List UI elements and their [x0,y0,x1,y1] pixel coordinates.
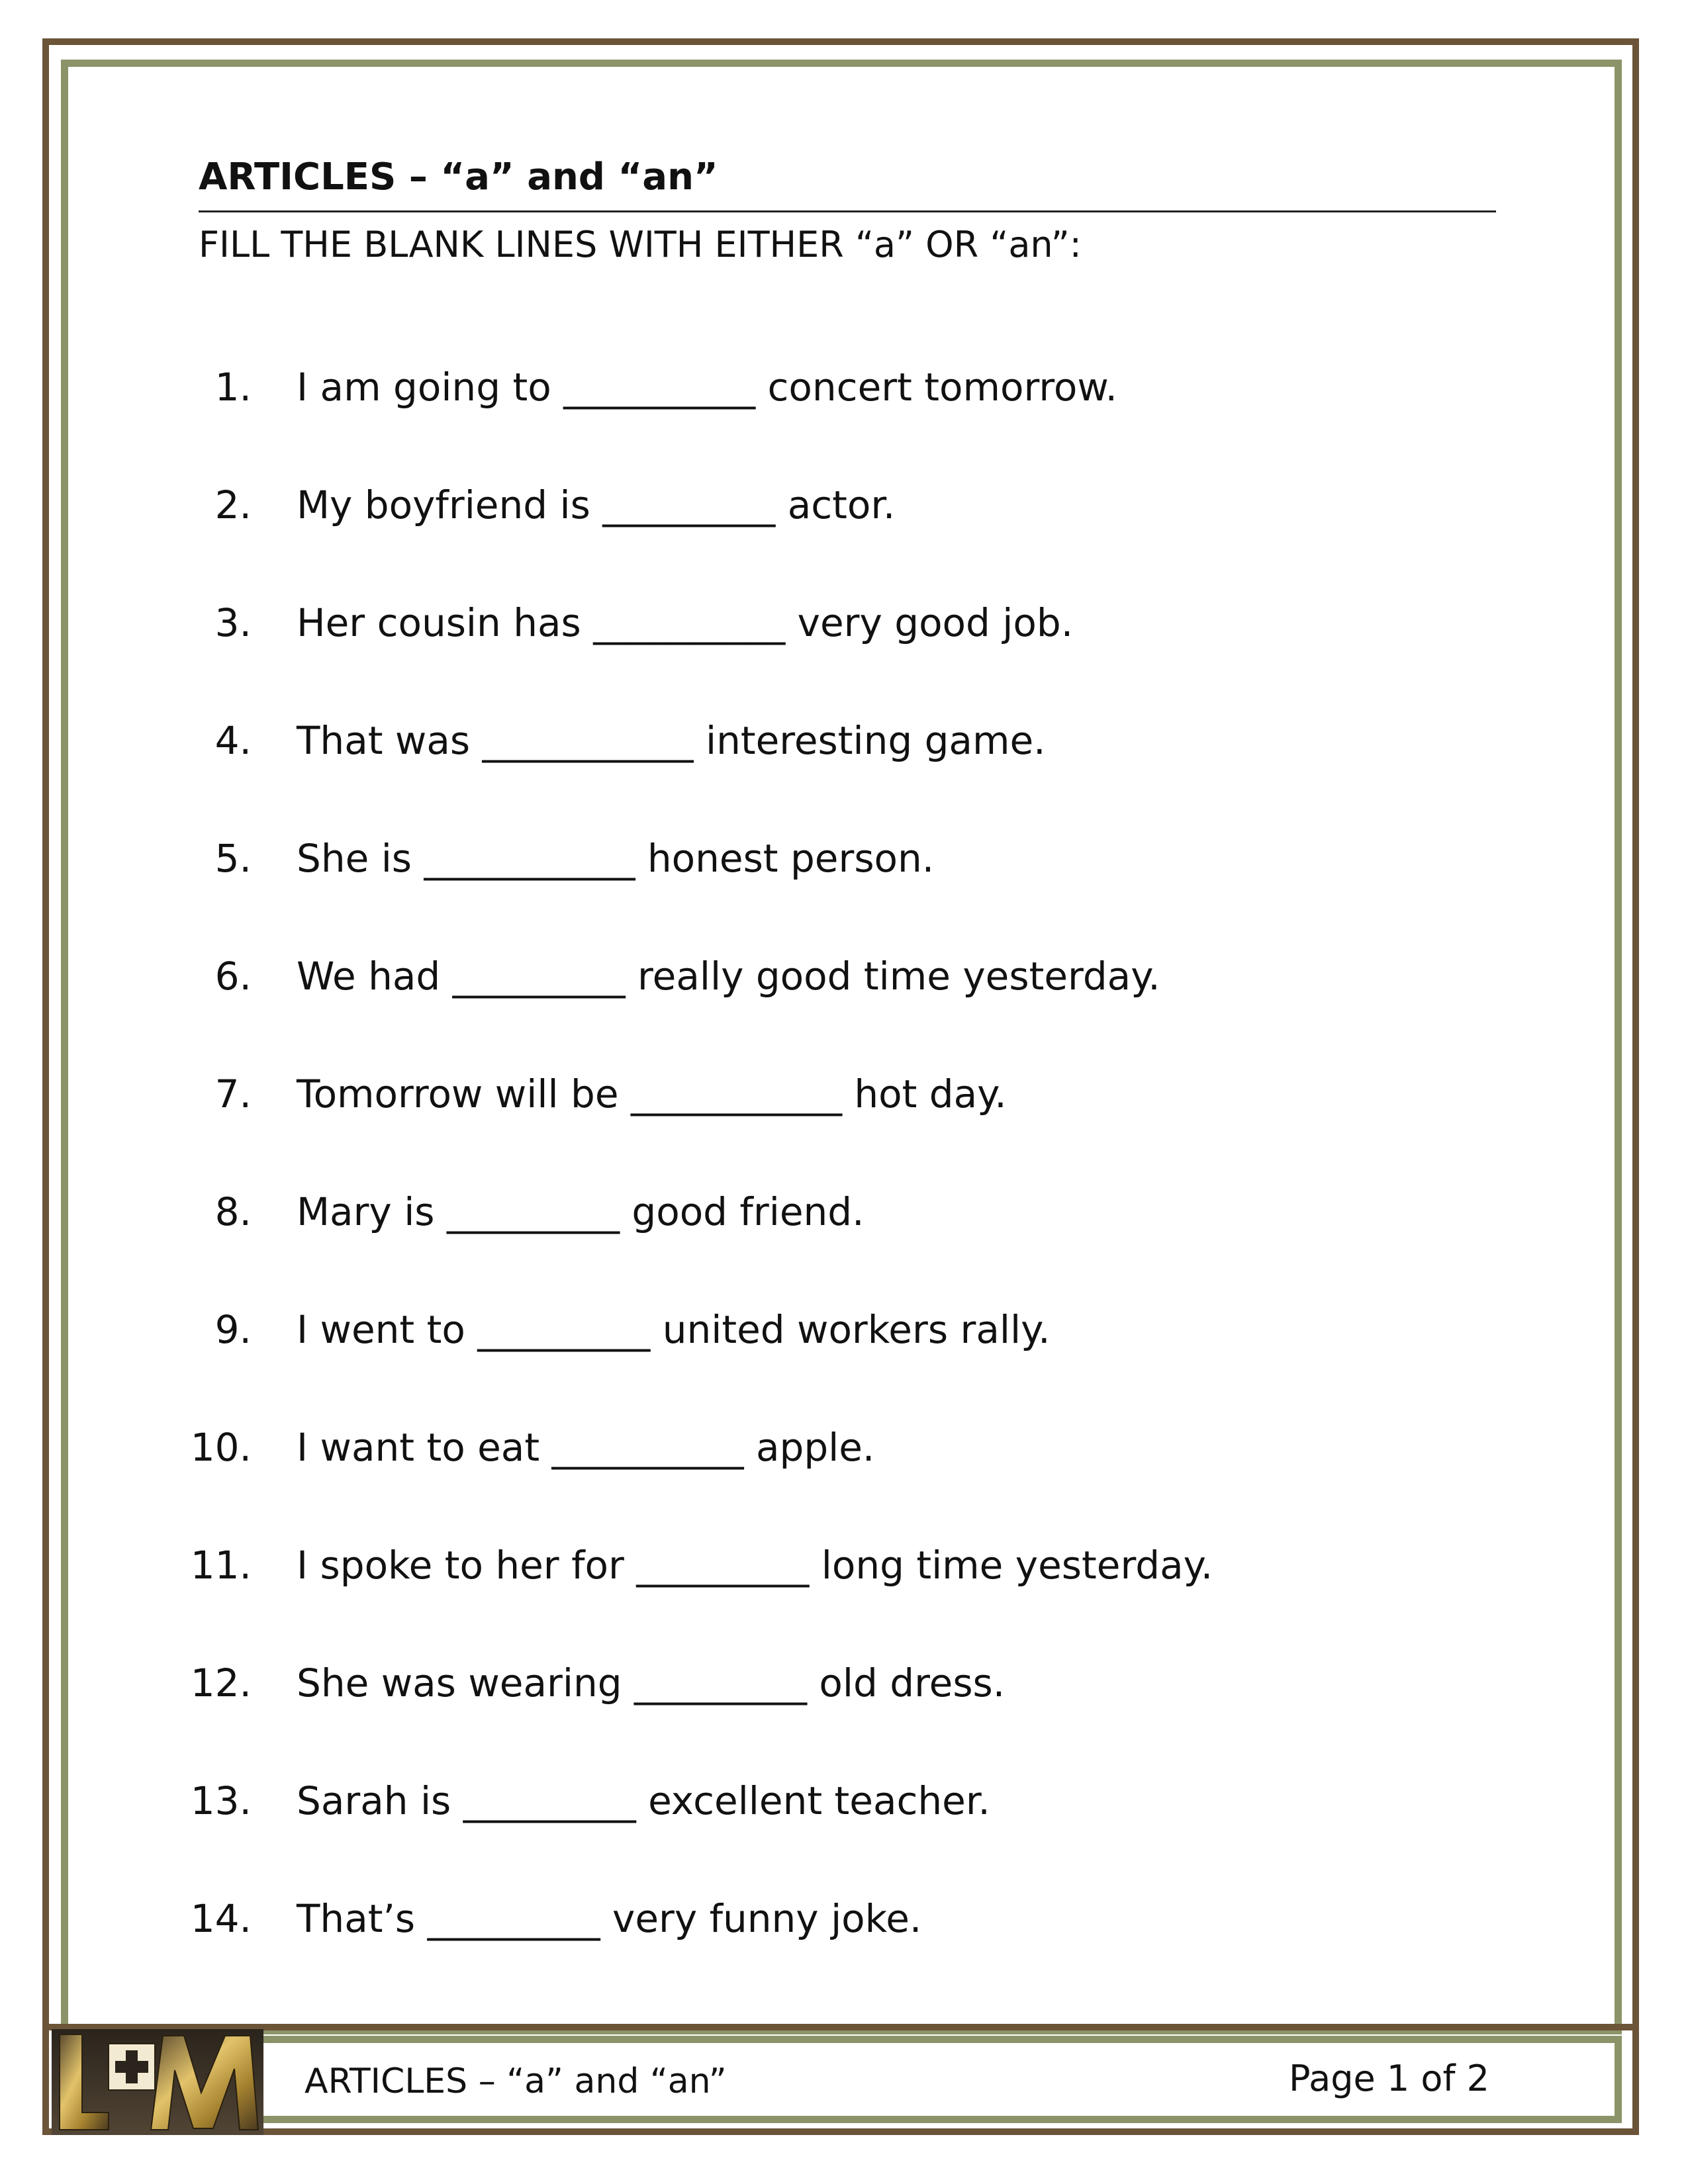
question-text: That’s _________ very funny joke. [297,1896,922,1941]
question-text: My boyfriend is _________ actor. [297,482,896,527]
question-number: 9. [214,1307,252,1352]
question-number: 1. [214,365,252,410]
question-number: 7. [214,1071,252,1116]
question-number: 6. [214,954,252,999]
question-number: 3. [214,600,252,645]
question-number: 2. [214,482,252,527]
question-number: 4. [214,718,252,763]
question-number: 8. [214,1189,252,1234]
worksheet-title: ARTICLES – “a” and “an” [199,156,718,199]
page-number: Page 1 of 2 [1289,2058,1489,2099]
inner-page-border [61,60,1622,2034]
question-text: She is ___________ honest person. [297,836,935,881]
footer-divider [49,2024,1632,2030]
question-text: I went to _________ united workers rally. [297,1307,1051,1352]
lm-logo-icon [52,2029,263,2135]
question-number: 10. [190,1425,252,1470]
question-text: That was ___________ interesting game. [297,718,1046,763]
question-text: Sarah is _________ excellent teacher. [297,1778,990,1823]
question-text: Her cousin has __________ very good job. [297,600,1074,645]
question-text: We had _________ really good time yesterday. [297,954,1160,999]
title-underline [199,210,1496,212]
question-text: I spoke to her for _________ long time yesterday. [297,1543,1213,1588]
question-number: 14. [190,1896,252,1941]
question-number: 5. [214,836,252,881]
question-number: 12. [190,1661,252,1706]
worksheet-instructions: FILL THE BLANK LINES WITH EITHER “a” OR “an”: [199,224,1082,265]
question-text: I am going to __________ concert tomorrow. [297,365,1117,410]
question-text: Mary is _________ good friend. [297,1189,865,1234]
footer-title: ARTICLES – “a” and “an” [305,2062,727,2101]
question-text: Tomorrow will be ___________ hot day. [297,1071,1007,1116]
question-number: 13. [190,1778,252,1823]
question-number: 11. [190,1543,252,1588]
question-text: I want to eat __________ apple. [297,1425,875,1470]
question-text: She was wearing _________ old dress. [297,1661,1006,1706]
